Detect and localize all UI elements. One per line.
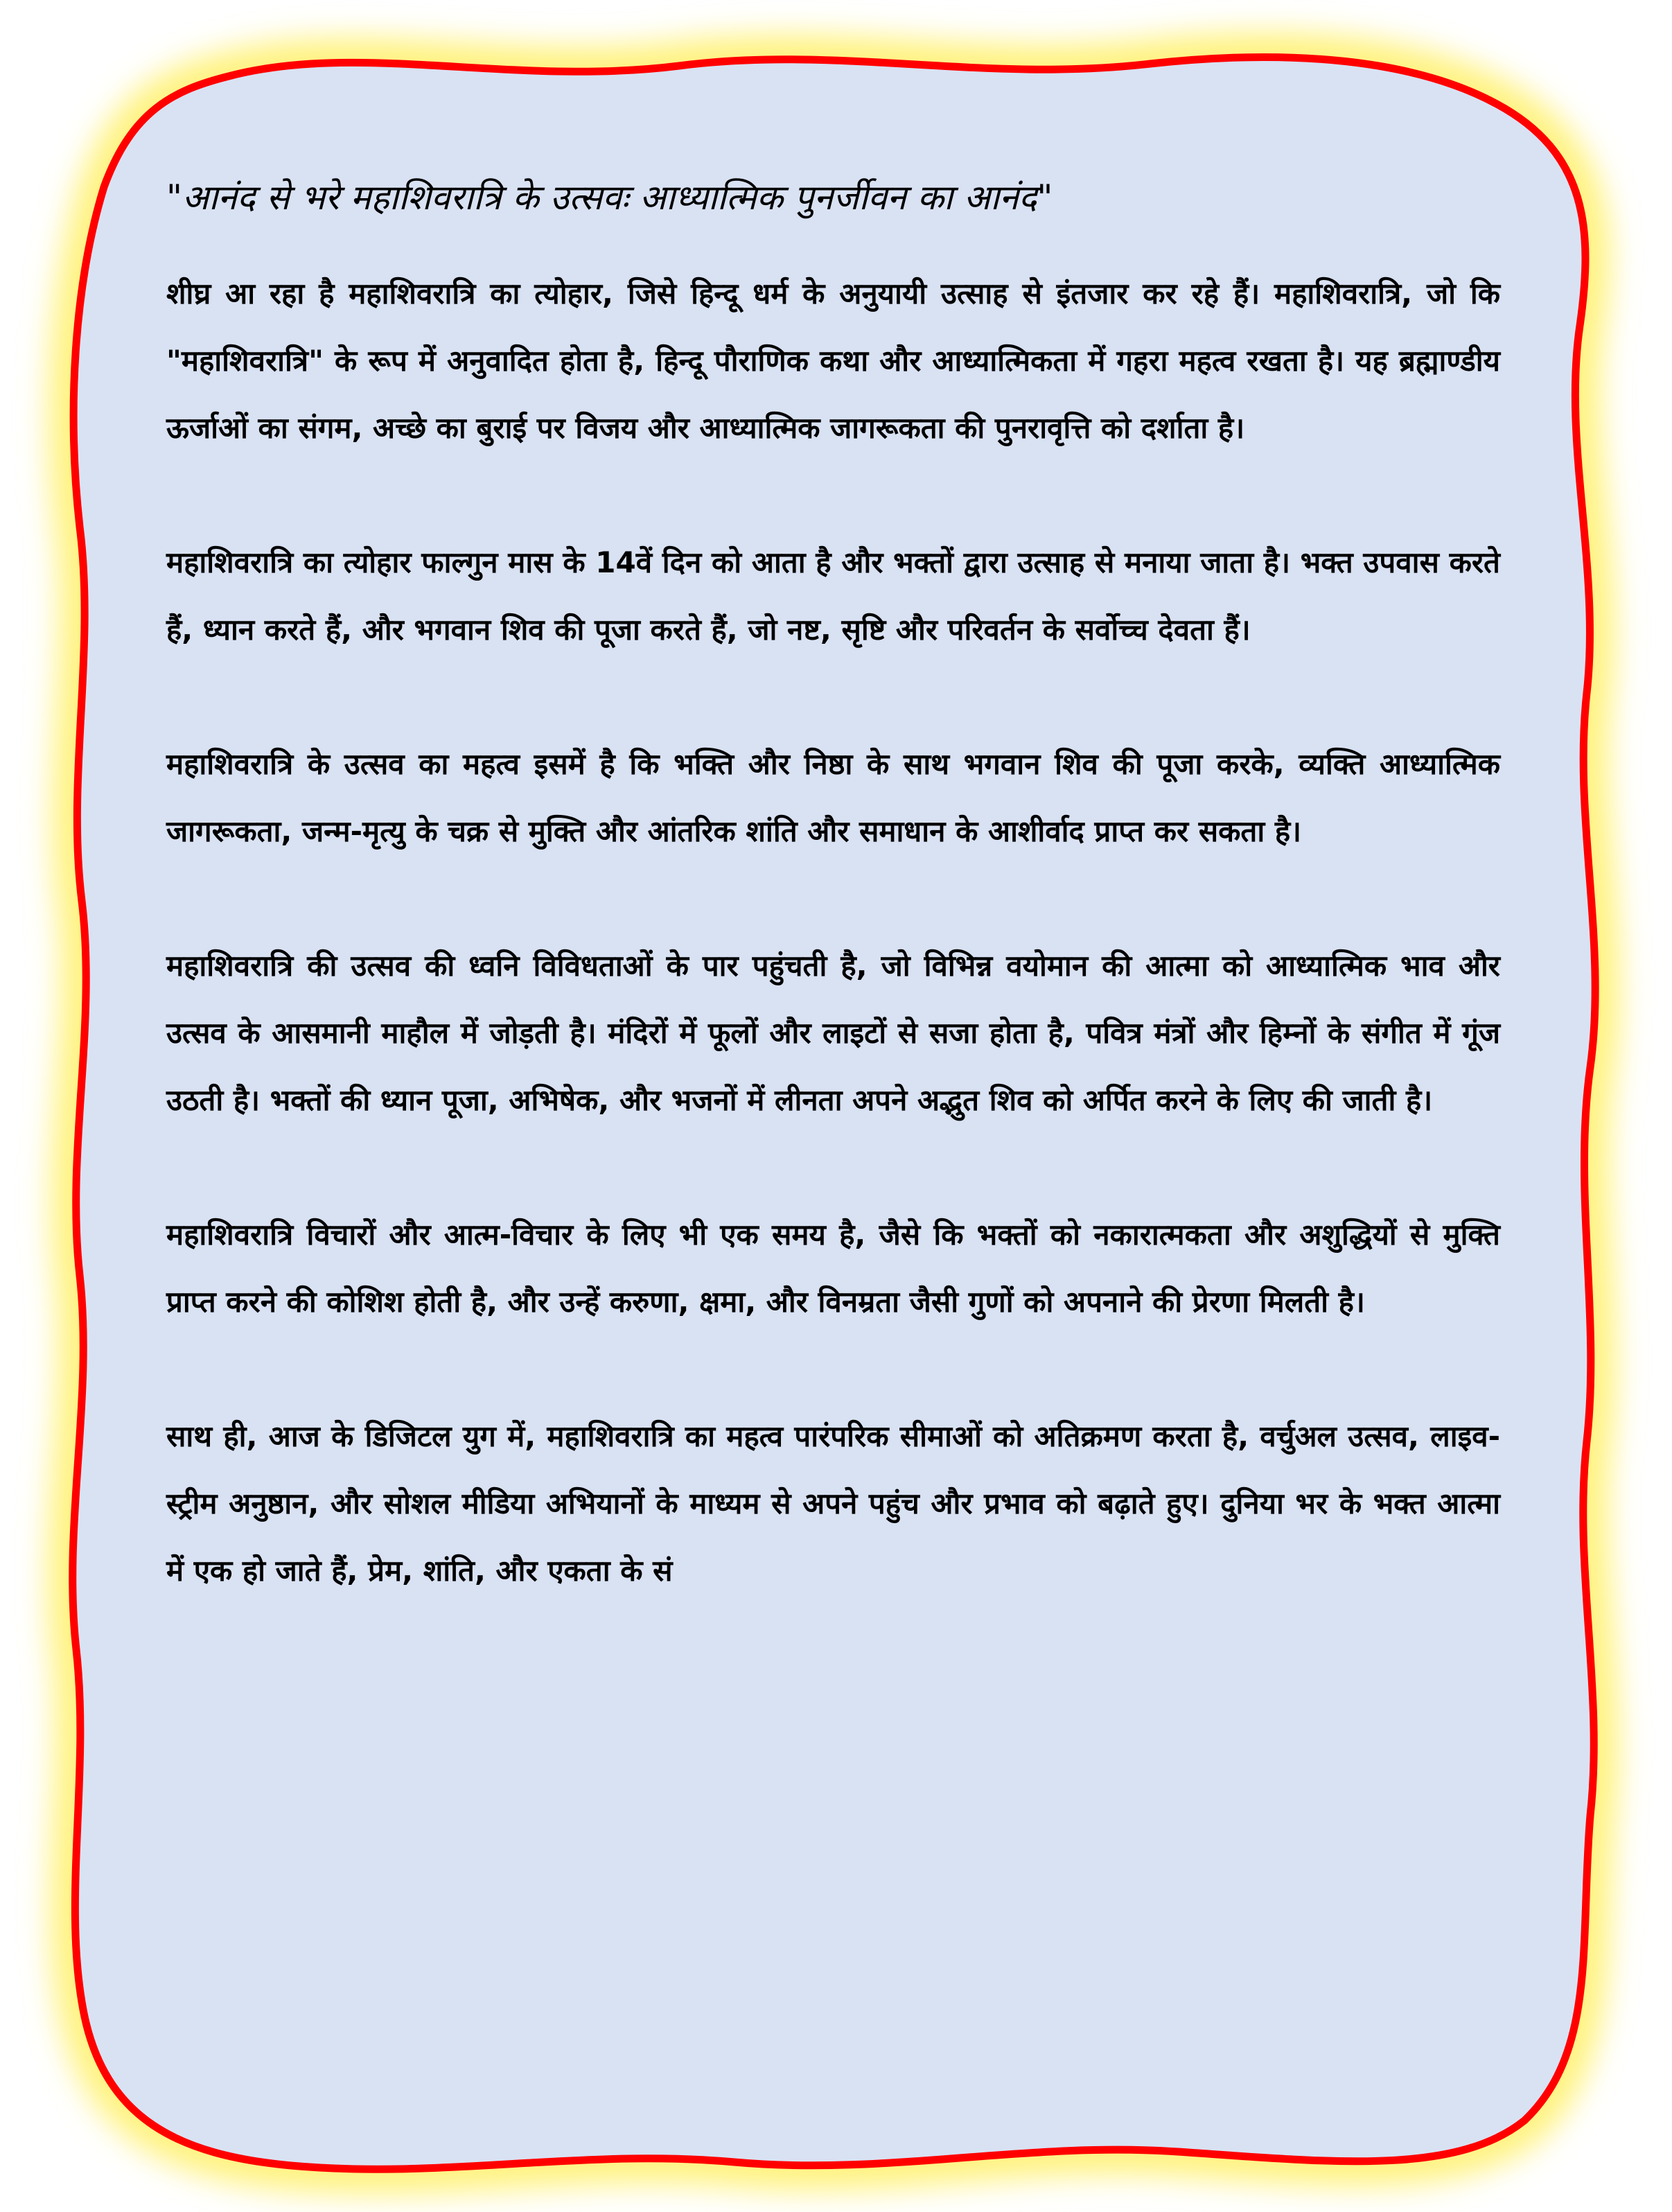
paragraph-4: महाशिवरात्रि की उत्सव की ध्वनि विविधताओं के पार पहुंचती है, जो विभिन्न वयोमान की आत्मा को आध्यात्मिक भाव और उत्सव के आसमानी माहौल में जोड़ती है। मंदिरों में फूलों और लाइटों से सजा होता है, पवित्र मंत्रों और हिम्नों के संगीत में गूंज उठती है। भक्तों की ध्यान पूजा, अभिषेक, और भजनों में लीनता अपने अद्भुत शिव को अर्पित करने के लिए की जाती है। — [166, 949, 1500, 1117]
document-title: "आनंद से भरे महाशिवरात्रि के उत्सवः आध्यात्मिक पुनर्जीवन का आनंद" — [166, 177, 1053, 218]
paragraph-3: महाशिवरात्रि के उत्सव का महत्व इसमें है कि भक्ति और निष्ठा के साथ भगवान शिव की पूजा करके, व्यक्ति आध्यात्मिक जागरूकता, जन्म-मृत्यु के चक्र से मुक्ति और आंतरिक शांति और समाधान के आशीर्वाद प्राप्त कर सकता है। — [166, 747, 1500, 848]
document-body — [166, 172, 1500, 1604]
paragraph-2: महाशिवरात्रि का त्योहार फाल्गुन मास के 14वें दिन को आता है और भक्तों द्वारा उत्साह से मनाया जाता है। भक्त उपवास करते हैं, ध्यान करते हैं, और भगवान शिव की पूजा करते हैं, जो नष्ट, सृष्टि और परिवर्तन के सर्वोच्च देवता हैं। — [166, 545, 1500, 647]
paragraph-1: शीघ्र आ रहा है महाशिवरात्रि का त्योहार, जिसे हिन्दू धर्म के अनुयायी उत्साह से इंतजार कर रहे हैं। महाशिवरात्रि, जो कि "महाशिवरात्रि" के रूप में अनुवादित होता है, हिन्दू पौराणिक कथा और आध्यात्मिकता में गहरा महत्व रखता है। यह ब्रह्माण्डीय ऊर्जाओं का संगम, अच्छे का बुराई पर विजय और आध्यात्मिक जागरूकता की पुनरावृत्ति को दर्शाता है। — [166, 276, 1500, 445]
paragraph-5: महाशिवरात्रि विचारों और आत्म-विचार के लिए भी एक समय है, जैसे कि भक्तों को नकारात्मकता और अशुद्धियों से मुक्ति प्राप्त करने की कोशिश होती है, और उन्हें करुणा, क्षमा, और विनम्रता जैसी गुणों को अपनाने की प्रेरणा मिलती है। — [166, 1218, 1500, 1319]
paragraph-6: साथ ही, आज के डिजिटल युग में, महाशिवरात्रि का महत्व पारंपरिक सीमाओं को अतिक्रमण करता है, वर्चुअल उत्सव, लाइव-स्ट्रीम अनुष्ठान, और सोशल मीडिया अभियानों के माध्यम से अपने पहुंच और प्रभाव को बढ़ाते हुए। दुनिया भर के भक्त आत्मा में एक हो जाते हैं, प्रेम, शांति, और एकता के सं — [166, 1419, 1500, 1588]
